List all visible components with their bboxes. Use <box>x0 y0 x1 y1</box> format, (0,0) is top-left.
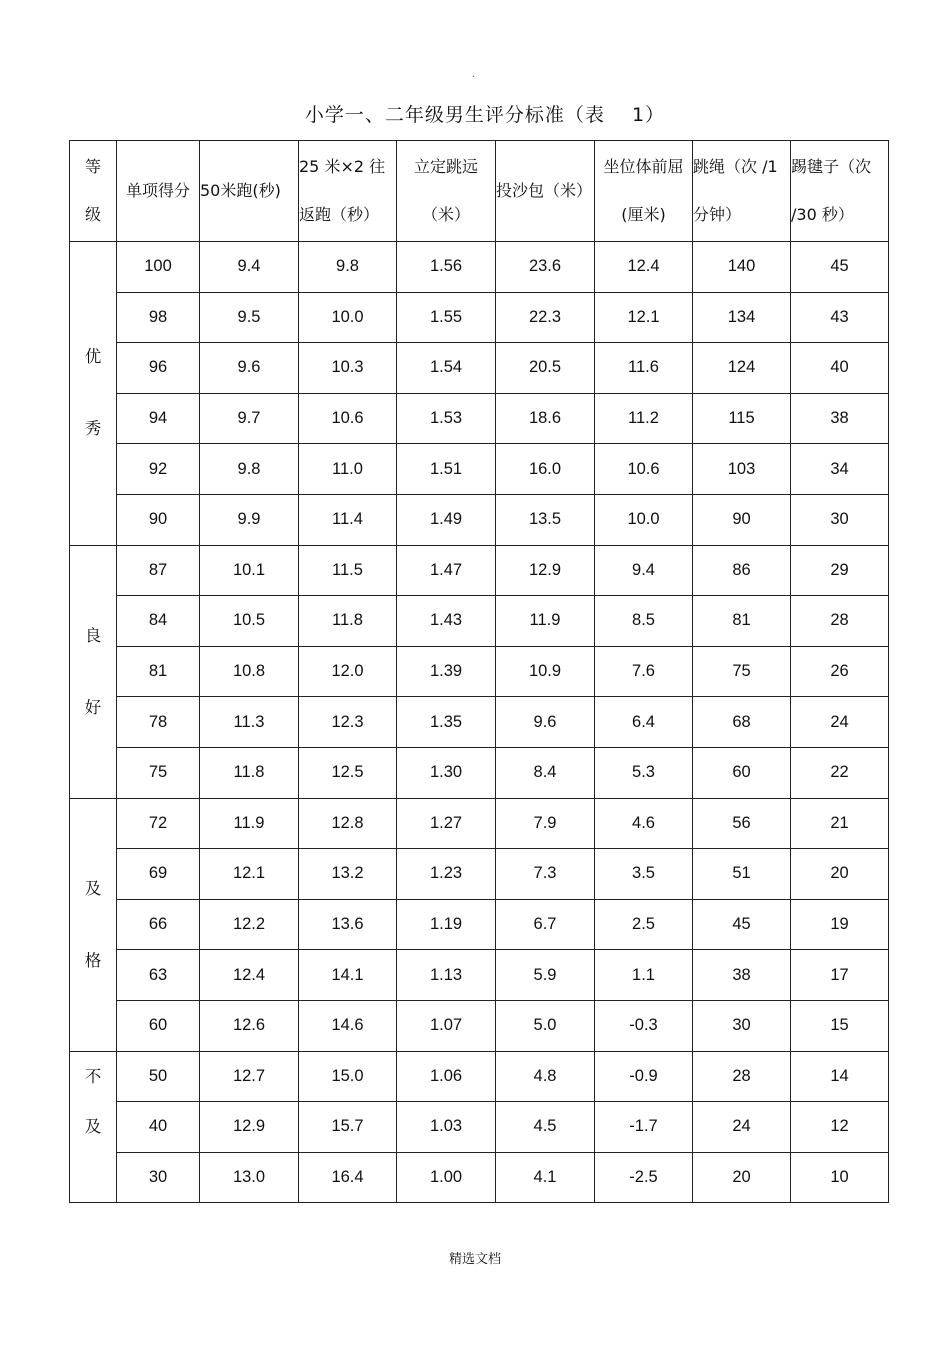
table-cell: 10.0 <box>299 292 397 343</box>
table-row <box>70 697 889 748</box>
page-title: 小学一、二年级男生评分标准（表 1） <box>304 104 666 126</box>
table-cell: 16.4 <box>299 1152 397 1203</box>
table-cell: 103 <box>693 444 791 495</box>
table-cell: 1.13 <box>397 950 496 1001</box>
level-cell <box>70 798 117 1051</box>
table-cell: 12.0 <box>299 646 397 697</box>
level-cell <box>70 545 117 798</box>
table-cell: 1.56 <box>397 242 496 293</box>
table-cell: 12.1 <box>595 292 693 343</box>
table-cell: 6.7 <box>496 899 595 950</box>
page-footer: 精选文档 <box>448 1252 501 1267</box>
table-row <box>70 596 889 647</box>
level-char: 优 <box>84 347 102 367</box>
table-cell: 4.5 <box>496 1102 595 1153</box>
table-cell: 10.5 <box>200 596 299 647</box>
table-cell: 9.6 <box>200 343 299 394</box>
table-cell: 9.6 <box>496 697 595 748</box>
table-row <box>70 242 889 293</box>
table-cell: 14 <box>791 1051 889 1102</box>
level-char: 良 <box>84 625 102 645</box>
table-row <box>70 646 889 697</box>
table-cell: 16.0 <box>496 444 595 495</box>
table-cell: 11.9 <box>200 798 299 849</box>
table-cell: 11.4 <box>299 494 397 545</box>
table-cell: 20 <box>693 1152 791 1203</box>
table-cell: 1.03 <box>397 1102 496 1153</box>
table-cell: 11.5 <box>299 545 397 596</box>
table-cell: 23.6 <box>496 242 595 293</box>
table-cell: 6.4 <box>595 697 693 748</box>
table-row <box>70 393 889 444</box>
header-text-line: 25 米×2 往 <box>299 157 386 176</box>
table-cell: 11.3 <box>200 697 299 748</box>
table-cell: 86 <box>693 545 791 596</box>
table-cell: 13.0 <box>200 1152 299 1203</box>
table-cell: 72 <box>117 798 200 849</box>
table-row <box>70 747 889 798</box>
table-cell: 56 <box>693 798 791 849</box>
table-cell: 45 <box>791 242 889 293</box>
table-cell: 10.6 <box>299 393 397 444</box>
table-cell: 15 <box>791 1000 889 1051</box>
table-cell: 3.5 <box>595 849 693 900</box>
table-cell: 1.49 <box>397 494 496 545</box>
table-cell: 5.0 <box>496 1000 595 1051</box>
table-cell: 28 <box>791 596 889 647</box>
table-cell: 12.7 <box>200 1051 299 1102</box>
header-text-line: 级 <box>84 205 101 224</box>
table-cell: 30 <box>693 1000 791 1051</box>
table-cell: 75 <box>693 646 791 697</box>
table-cell: 11.8 <box>299 596 397 647</box>
table-cell: 1.07 <box>397 1000 496 1051</box>
header-text-line: 投沙包（米） <box>496 181 593 200</box>
table-cell: 84 <box>117 596 200 647</box>
table-row <box>70 494 889 545</box>
table-cell: 1.39 <box>397 646 496 697</box>
header-text-line: 单项得分 <box>125 181 190 200</box>
table-cell: 134 <box>693 292 791 343</box>
table-cell: 12.2 <box>200 899 299 950</box>
table-row <box>70 899 889 950</box>
table-cell: 9.5 <box>200 292 299 343</box>
table-cell: 9.8 <box>200 444 299 495</box>
table-cell: 1.30 <box>397 747 496 798</box>
table-cell: 50 <box>117 1051 200 1102</box>
table-cell: 9.4 <box>595 545 693 596</box>
table-cell: 4.8 <box>496 1051 595 1102</box>
header-standing-long-jump <box>397 141 496 242</box>
header-text-line: 返跑（秒） <box>299 205 380 224</box>
table-row <box>70 343 889 394</box>
table-cell: -1.7 <box>595 1102 693 1153</box>
table-cell: 11.8 <box>200 747 299 798</box>
table-cell: 9.4 <box>200 242 299 293</box>
header-shuttlecock-kicking <box>791 141 889 242</box>
table-cell: 2.5 <box>595 899 693 950</box>
table-row <box>70 950 889 1001</box>
table-cell: 4.6 <box>595 798 693 849</box>
table-cell: 20 <box>791 849 889 900</box>
header-single-score <box>117 141 200 242</box>
table-row <box>70 849 889 900</box>
table-cell: 38 <box>693 950 791 1001</box>
table-cell: 87 <box>117 545 200 596</box>
table-cell: 1.27 <box>397 798 496 849</box>
table-cell: 10.0 <box>595 494 693 545</box>
level-char: 秀 <box>84 419 102 439</box>
table-cell: 21 <box>791 798 889 849</box>
table-cell: 14.6 <box>299 1000 397 1051</box>
table-cell: 10 <box>791 1152 889 1203</box>
table-cell: 17 <box>791 950 889 1001</box>
table-cell: 115 <box>693 393 791 444</box>
scoring-standard-table <box>69 140 889 1203</box>
table-cell: 30 <box>791 494 889 545</box>
table-cell: 11.6 <box>595 343 693 394</box>
table-cell: 68 <box>693 697 791 748</box>
header-text-line: 立定跳远 <box>413 157 478 176</box>
table-row <box>70 1152 889 1203</box>
table-cell: 12.4 <box>595 242 693 293</box>
header-text-line: 跳绳（次 /1 <box>693 157 778 176</box>
table-cell: 10.8 <box>200 646 299 697</box>
table-cell: 26 <box>791 646 889 697</box>
level-char: 及 <box>84 1116 102 1136</box>
table-cell: 11.9 <box>496 596 595 647</box>
table-cell: 43 <box>791 292 889 343</box>
table-cell: 34 <box>791 444 889 495</box>
table-cell: 24 <box>791 697 889 748</box>
table-cell: 38 <box>791 393 889 444</box>
table-cell: 24 <box>693 1102 791 1153</box>
table-cell: 12.9 <box>496 545 595 596</box>
table-cell: -0.9 <box>595 1051 693 1102</box>
top-dot-mark: · <box>472 72 476 83</box>
level-char: 格 <box>84 950 102 970</box>
table-cell: 8.4 <box>496 747 595 798</box>
table-cell: 12.6 <box>200 1000 299 1051</box>
header-text-line: 50米跑(秒) <box>200 181 281 200</box>
table-row <box>70 1000 889 1051</box>
table-cell: 10.1 <box>200 545 299 596</box>
table-cell: 12.5 <box>299 747 397 798</box>
table-cell: 94 <box>117 393 200 444</box>
table-cell: 9.7 <box>200 393 299 444</box>
table-row <box>70 1051 889 1102</box>
header-text-line: 等 <box>84 157 101 176</box>
table-row <box>70 292 889 343</box>
table-cell: 92 <box>117 444 200 495</box>
header-rope-skipping <box>693 141 791 242</box>
table-body <box>70 242 889 1203</box>
table-cell: 13.2 <box>299 849 397 900</box>
table-cell: 1.53 <box>397 393 496 444</box>
table-cell: 81 <box>117 646 200 697</box>
table-cell: 1.54 <box>397 343 496 394</box>
table-cell: 13.6 <box>299 899 397 950</box>
table-cell: 4.1 <box>496 1152 595 1203</box>
table-cell: 8.5 <box>595 596 693 647</box>
header-50m-run <box>200 141 299 242</box>
table-cell: 9.9 <box>200 494 299 545</box>
table-cell: 22 <box>791 747 889 798</box>
table-cell: 30 <box>117 1152 200 1203</box>
header-text-line: 踢毽子（次 <box>791 157 872 176</box>
table-cell: 12.1 <box>200 849 299 900</box>
level-char: 不 <box>84 1066 102 1086</box>
table-cell: 15.0 <box>299 1051 397 1102</box>
table-cell: 1.1 <box>595 950 693 1001</box>
table-cell: 20.5 <box>496 343 595 394</box>
table-cell: 90 <box>117 494 200 545</box>
table-cell: 75 <box>117 747 200 798</box>
table-cell: 14.1 <box>299 950 397 1001</box>
header-text-line: （米） <box>421 205 470 224</box>
table-cell: 1.51 <box>397 444 496 495</box>
table-cell: 60 <box>693 747 791 798</box>
table-cell: 1.43 <box>397 596 496 647</box>
table-cell: 63 <box>117 950 200 1001</box>
table-cell: 12 <box>791 1102 889 1153</box>
table-cell: 1.23 <box>397 849 496 900</box>
table-cell: 1.55 <box>397 292 496 343</box>
table-cell: 1.06 <box>397 1051 496 1102</box>
table-row <box>70 1102 889 1153</box>
table-cell: 140 <box>693 242 791 293</box>
table-cell: 7.9 <box>496 798 595 849</box>
table-cell: 13.5 <box>496 494 595 545</box>
header-text-line: (厘米) <box>621 205 666 224</box>
table-cell: 5.3 <box>595 747 693 798</box>
table-cell: 11.2 <box>595 393 693 444</box>
header-25m-shuttle-run <box>299 141 397 242</box>
level-cell <box>70 1051 117 1203</box>
table-cell: 11.0 <box>299 444 397 495</box>
table-cell: 90 <box>693 494 791 545</box>
table-cell: 22.3 <box>496 292 595 343</box>
table-cell: 124 <box>693 343 791 394</box>
table-cell: 12.3 <box>299 697 397 748</box>
table-cell: 69 <box>117 849 200 900</box>
table-cell: 40 <box>791 343 889 394</box>
header-text-line: /30 秒） <box>791 205 854 224</box>
table-cell: 51 <box>693 849 791 900</box>
table-cell: 60 <box>117 1000 200 1051</box>
table-cell: 10.3 <box>299 343 397 394</box>
table-cell: 12.8 <box>299 798 397 849</box>
level-char: 好 <box>84 697 102 717</box>
table-cell: 7.3 <box>496 849 595 900</box>
table-header-row <box>70 141 889 242</box>
table-cell: 28 <box>693 1051 791 1102</box>
table-cell: 10.9 <box>496 646 595 697</box>
table-cell: 78 <box>117 697 200 748</box>
table-row <box>70 798 889 849</box>
table-cell: 5.9 <box>496 950 595 1001</box>
header-text-line: 分钟） <box>693 205 742 224</box>
table-cell: 10.6 <box>595 444 693 495</box>
table-cell: 9.8 <box>299 242 397 293</box>
table-cell: -2.5 <box>595 1152 693 1203</box>
table-cell: 15.7 <box>299 1102 397 1153</box>
header-sandbag-throw <box>496 141 595 242</box>
table-cell: 98 <box>117 292 200 343</box>
table-cell: 7.6 <box>595 646 693 697</box>
level-char: 及 <box>84 878 102 898</box>
table-cell: 100 <box>117 242 200 293</box>
table-cell: 81 <box>693 596 791 647</box>
table-cell: 96 <box>117 343 200 394</box>
table-cell: 1.47 <box>397 545 496 596</box>
table-cell: 29 <box>791 545 889 596</box>
table-cell: 12.4 <box>200 950 299 1001</box>
table-cell: 19 <box>791 899 889 950</box>
table-cell: 1.19 <box>397 899 496 950</box>
header-text-line: 坐位体前屈 <box>603 157 684 176</box>
table-cell: 1.35 <box>397 697 496 748</box>
table-row <box>70 444 889 495</box>
header-level <box>70 141 117 242</box>
table-row <box>70 545 889 596</box>
table-cell: 40 <box>117 1102 200 1153</box>
table-cell: 18.6 <box>496 393 595 444</box>
header-sit-and-reach <box>595 141 693 242</box>
table-cell: 66 <box>117 899 200 950</box>
table-cell: 1.00 <box>397 1152 496 1203</box>
table-cell: -0.3 <box>595 1000 693 1051</box>
table-cell: 45 <box>693 899 791 950</box>
table-cell: 12.9 <box>200 1102 299 1153</box>
level-cell <box>70 242 117 546</box>
